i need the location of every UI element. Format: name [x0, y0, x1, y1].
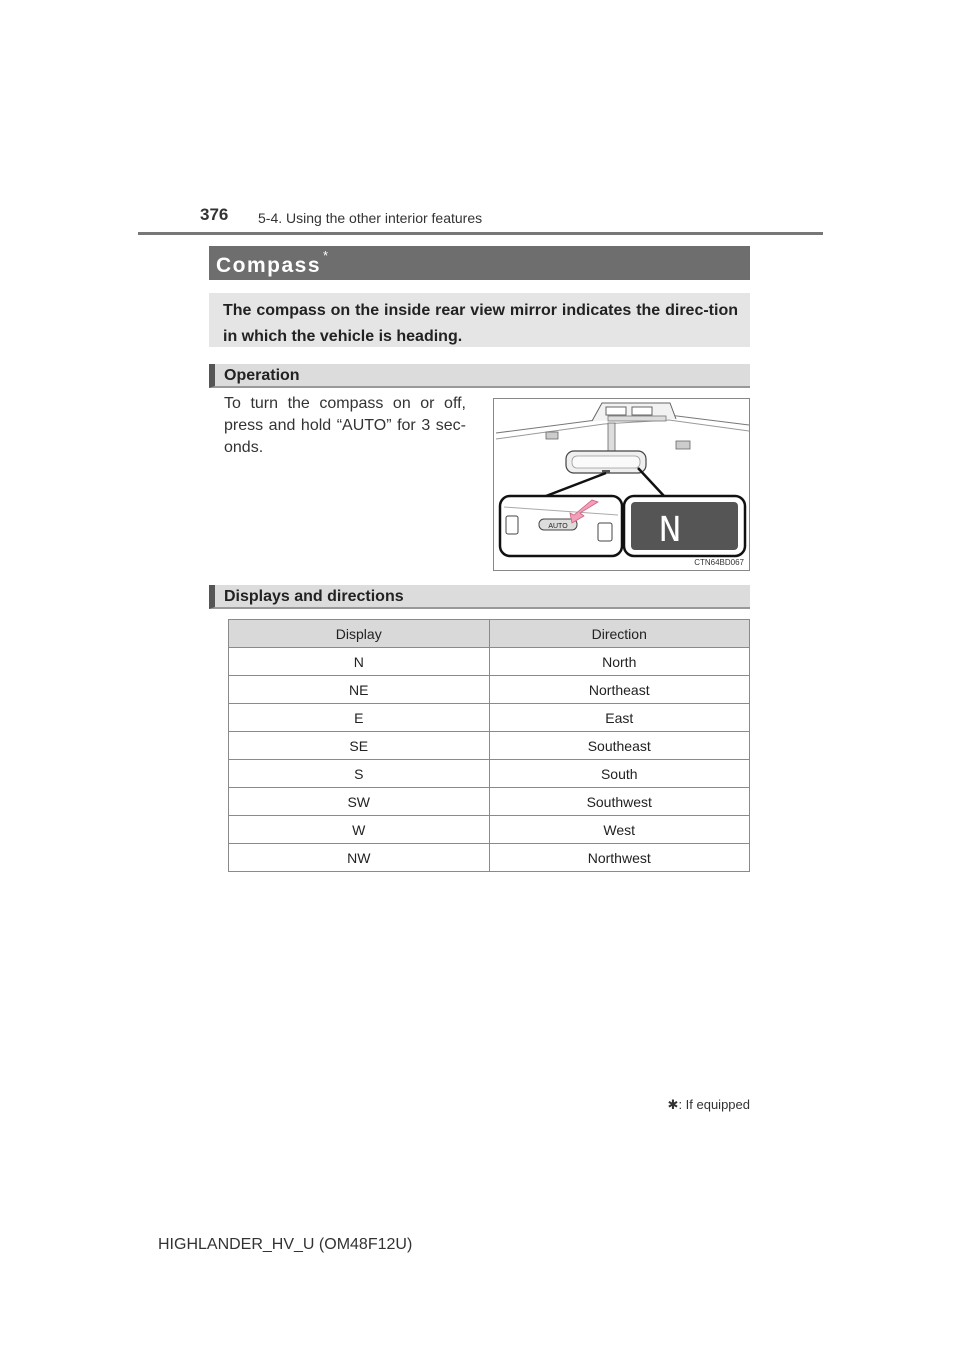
- direction-cell: Northeast: [489, 676, 750, 704]
- displays-heading: Displays and directions: [209, 585, 750, 609]
- display-cell: NW: [229, 844, 490, 872]
- direction-cell: Northwest: [489, 844, 750, 872]
- table-row: [229, 816, 750, 844]
- intro-box: The compass on the inside rear view mirror indicates the direc-tion in which the vehicle is heading.: [209, 293, 750, 347]
- display-cell: E: [229, 704, 490, 732]
- section-title: 5-4. Using the other interior features: [258, 210, 483, 226]
- table-row: [229, 788, 750, 816]
- direction-cell: West: [489, 816, 750, 844]
- direction-cell: Southeast: [489, 732, 750, 760]
- table-row: [229, 760, 750, 788]
- display-cell: SW: [229, 788, 490, 816]
- display-cell: W: [229, 816, 490, 844]
- table-row: [229, 844, 750, 872]
- compass-title-bar: [209, 246, 750, 280]
- operation-text: To turn the compass on or off, press and hold “AUTO” for 3 sec-onds.: [224, 395, 466, 456]
- mirror-figure: [493, 398, 750, 571]
- table-header-row: [229, 620, 750, 648]
- page-title: Compass: [216, 254, 322, 277]
- mirror-illustration: [494, 399, 749, 570]
- direction-cell: East: [489, 704, 750, 732]
- directions-table: [228, 619, 750, 872]
- table-row: [229, 676, 750, 704]
- direction-cell: Southwest: [489, 788, 750, 816]
- direction-cell: South: [489, 760, 750, 788]
- header-rule: [138, 232, 823, 235]
- column-header-display: Display: [229, 620, 490, 648]
- direction-cell: North: [489, 648, 750, 676]
- display-cell: N: [229, 648, 490, 676]
- auto-button-label: AUTO: [548, 523, 568, 530]
- footnote: [668, 1097, 750, 1113]
- compass-display-glyph: N: [658, 510, 682, 553]
- table-row: [229, 704, 750, 732]
- figure-code: CTN64BD067: [694, 558, 744, 567]
- display-cell: NE: [229, 676, 490, 704]
- display-cell: S: [229, 760, 490, 788]
- asterisk-icon: ✱: [667, 1097, 679, 1112]
- equipped-mark: *: [323, 248, 330, 263]
- footnote-text: : If equipped: [678, 1097, 750, 1112]
- table-row: [229, 732, 750, 760]
- page-number: 376: [200, 205, 229, 224]
- table-row: [229, 648, 750, 676]
- footer-model-code: HIGHLANDER_HV_U (OM48F12U): [158, 1236, 413, 1253]
- operation-heading: Operation: [209, 364, 750, 388]
- display-cell: SE: [229, 732, 490, 760]
- column-header-direction: Direction: [489, 620, 750, 648]
